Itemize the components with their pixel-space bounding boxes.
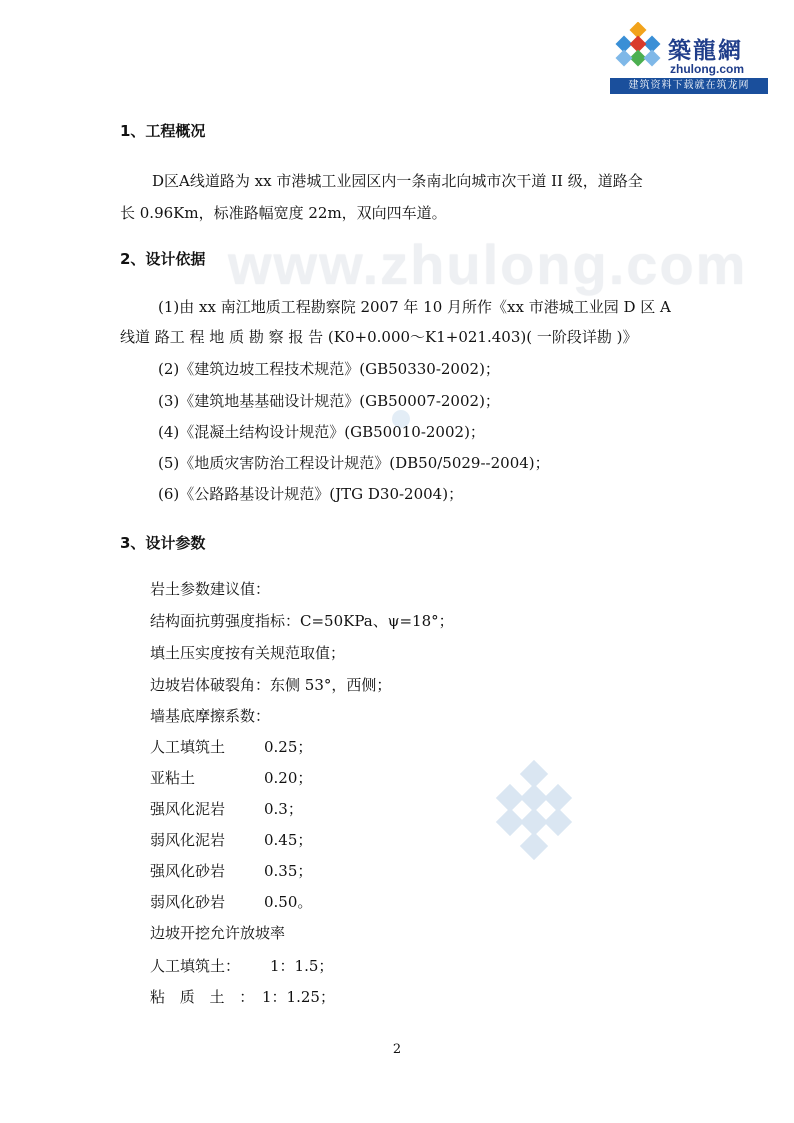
params-friction-title: 墙基底摩擦系数： xyxy=(150,707,271,725)
friction-value: 0.20； xyxy=(264,769,313,787)
friction-value: 0.50。 xyxy=(264,893,313,911)
slope-ratio-title: 边坡开挖允许放坡率 xyxy=(150,924,286,942)
zhulong-logo-icon xyxy=(610,22,666,78)
friction-material: 弱风化砂岩 xyxy=(150,893,226,911)
section-3-heading: 3、设计参数 xyxy=(120,534,206,552)
reference-2: (2)《建筑边坡工程技术规范》(GB50330-2002)； xyxy=(158,360,500,378)
reference-6: (6)《公路路基设计规范》(JTG D30-2004)； xyxy=(158,485,464,503)
overview-line-1: D区A线道路为 xx 市港城工业园区内一条南北向城市次干道 II 级，道路全 xyxy=(152,172,643,190)
friction-material: 强风化砂岩 xyxy=(150,862,226,880)
params-compaction: 填土压实度按有关规范取值； xyxy=(150,644,346,662)
params-intro: 岩土参数建议值： xyxy=(150,580,271,598)
friction-material: 弱风化泥岩 xyxy=(150,831,226,849)
watermark-logo-icon xyxy=(484,760,584,860)
friction-value: 0.35； xyxy=(264,862,313,880)
params-fracture-angle: 边坡岩体破裂角：东侧 53°，西侧； xyxy=(150,676,392,694)
section-1-heading: 1、工程概况 xyxy=(120,122,206,140)
reference-1-line-1: (1)由 xx 南江地质工程勘察院 2007 年 10 月所作《xx 市港城工业园 D 区 A xyxy=(158,298,671,316)
friction-value: 0.45； xyxy=(264,831,313,849)
overview-line-2: 长 0.96Km，标准路幅宽度 22m，双向四车道。 xyxy=(120,204,447,222)
slope-material: 粘 质 土 ： xyxy=(150,988,260,1006)
reference-1-line-2: 线道 路工 程 地 质 勘 察 报 告 (K0+0.000～K1+021.403)( 一阶段详勘 )》 xyxy=(120,328,638,346)
page-number: 2 xyxy=(392,1042,402,1057)
section-2-heading: 2、设计依据 xyxy=(120,250,206,268)
logo-name: 築龍網 xyxy=(668,37,743,64)
friction-material: 强风化泥岩 xyxy=(150,800,226,818)
reference-5: (5)《地质灾害防治工程设计规范》(DB50/5029--2004)； xyxy=(158,454,550,472)
slope-value: 1：1.25； xyxy=(262,988,335,1006)
params-shear-strength: 结构面抗剪强度指标：C=50KPa、ψ=18°； xyxy=(150,612,454,630)
reference-3: (3)《建筑地基基础设计规范》(GB50007-2002)； xyxy=(158,392,500,410)
reference-4: (4)《混凝土结构设计规范》(GB50010-2002)； xyxy=(158,423,485,441)
friction-material: 亚粘土 xyxy=(150,769,196,787)
logo-domain: zhulong.com xyxy=(670,62,744,76)
friction-value: 0.3； xyxy=(264,800,303,818)
slope-material: 人工填筑土： xyxy=(150,957,241,975)
watermark-url: www.zhulong.com xyxy=(228,233,748,296)
logo-slogan: 建筑资料下载就在筑龙网 xyxy=(610,78,768,94)
slope-value: 1：1.5； xyxy=(270,957,334,975)
friction-value: 0.25； xyxy=(264,738,313,756)
friction-material: 人工填筑土 xyxy=(150,738,226,756)
zhulong-logo xyxy=(610,22,768,94)
